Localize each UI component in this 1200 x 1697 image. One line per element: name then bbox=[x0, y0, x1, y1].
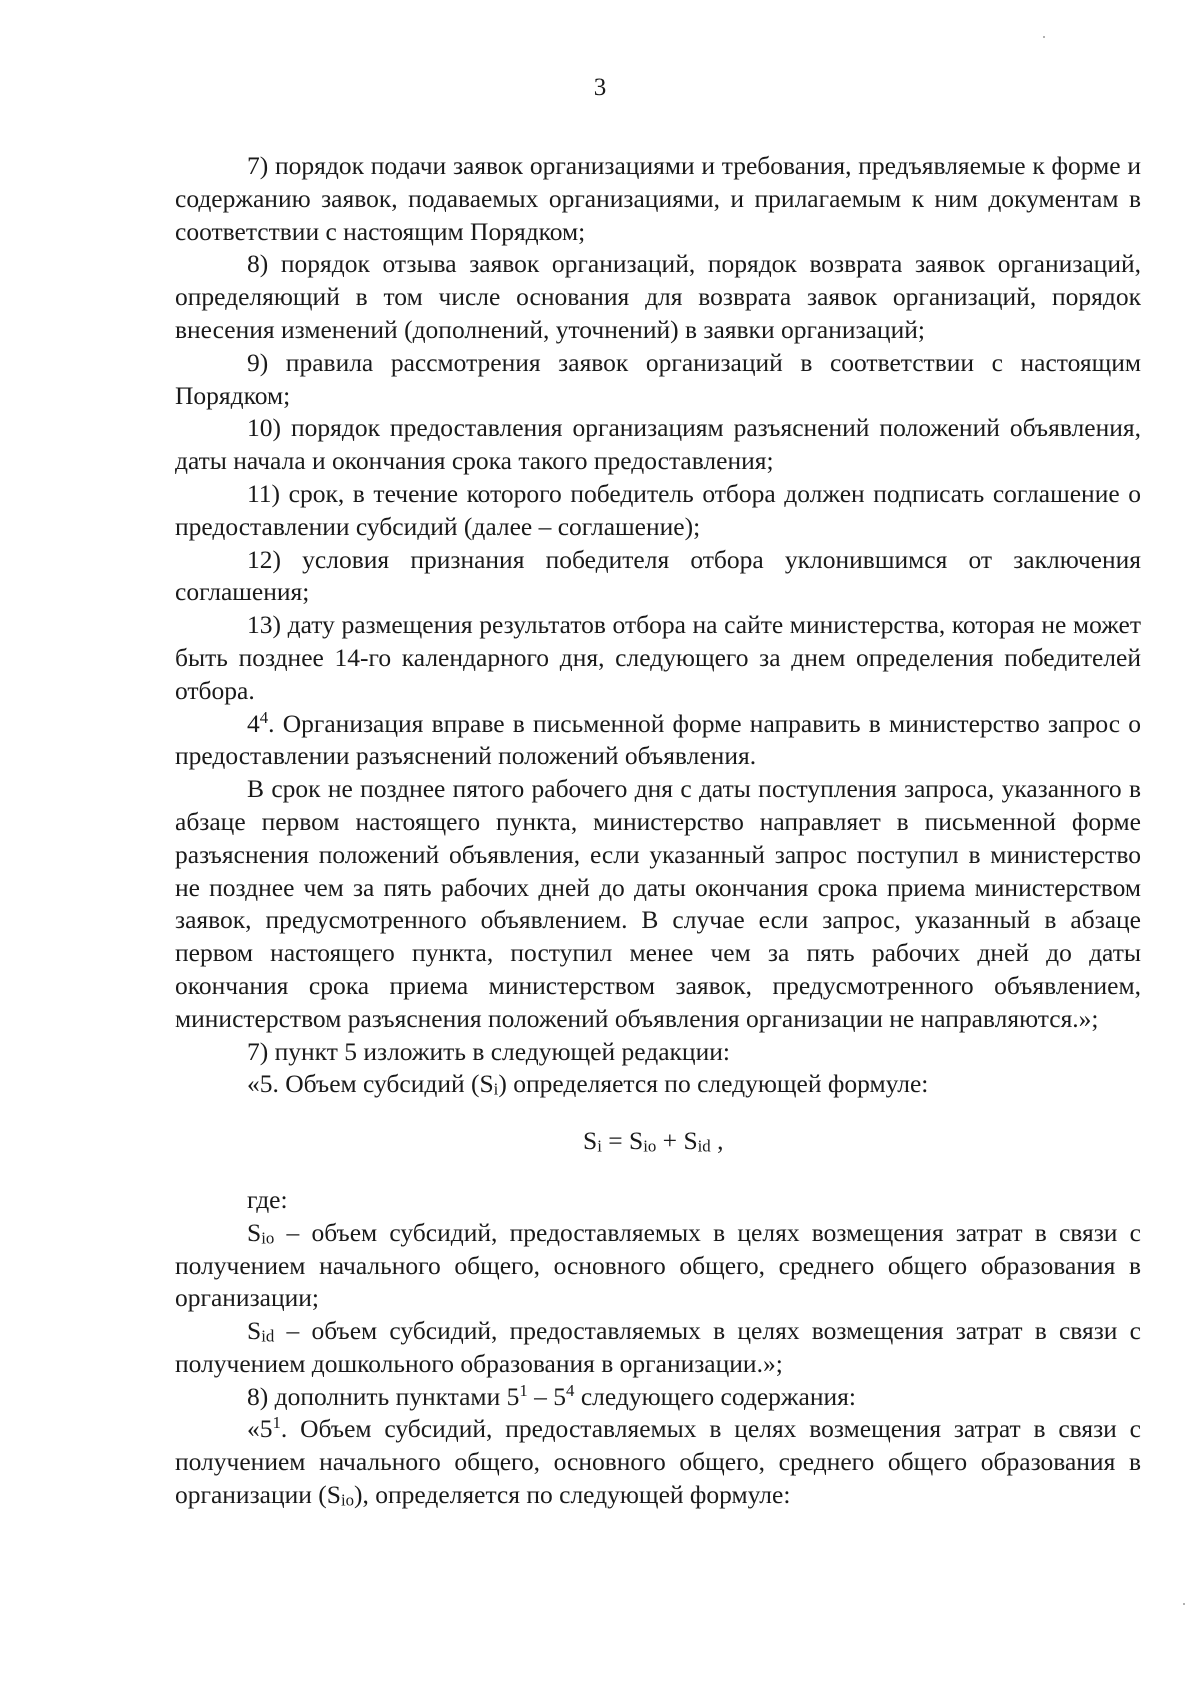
paragraph-item-8: 8) порядок отзыва заявок организаций, порядок возврата заявок организаций, определяющий в том числе основания для возврата заявок организаций, порядок внесения изменений (дополнений, уточнений) в заявки организаций; bbox=[175, 249, 1141, 344]
paragraph-4-4-second: В срок не позднее пятого рабочего дня с даты поступления запроса, указанного в абзаце первом настоящего пункта, министерство направляет в письменной форме разъяснения положений объявления, если указанный запрос поступил в министерство не позднее чем за пять рабочих дней до даты окончания срока приема министерством заявок, предусмотренного объявлением. В случае если запрос, указанный в абзаце первом настоящего пункта, поступил менее чем за пять рабочих дней до даты окончания срока приема министерством заявок, предусмотренного объявлением, министерством разъяснения положений объявления организации не направляются.»; bbox=[175, 774, 1141, 1033]
document-body bbox=[175, 150, 1141, 1512]
paragraph-5-1 bbox=[175, 1413, 1141, 1511]
clause-number: 4 bbox=[247, 708, 260, 738]
superscript: 4 bbox=[566, 1380, 575, 1400]
formula-subscript: i bbox=[597, 1136, 602, 1156]
paragraph-item-7: 7) порядок подачи заявок организациями и требования, предъявляемые к форме и содержанию заявок, подаваемых организациями, и прилагаемым к ним документам в соответствии с настоящим Порядком; bbox=[175, 151, 1141, 246]
formula-equals: = bbox=[601, 1126, 630, 1156]
formula-symbol: S bbox=[583, 1126, 598, 1156]
formula-symbol: S bbox=[683, 1126, 698, 1156]
paragraph-item-10: 10) порядок предоставления организациям разъяснений положений объявления, даты начала и окончания срока такого предоставления; bbox=[175, 413, 1141, 476]
definition-sio bbox=[175, 1217, 1141, 1315]
paragraph-item-9: 9) правила рассмотрения заявок организаций в соответствии с настоящим Порядком; bbox=[175, 347, 1141, 410]
paragraph-amend-7: 7) пункт 5 изложить в следующей редакции: bbox=[247, 1036, 730, 1066]
subscript: io bbox=[261, 1228, 275, 1248]
text-run: – объем субсидий, предоставляемых в целях возмещения затрат в связи с получением дошкольного образования в организации.»; bbox=[175, 1316, 1141, 1378]
text-run: . Объем субсидий, предоставляемых в целях возмещения затрат в связи с получением начального общего, основного общего, среднего общего образования в организации (S bbox=[175, 1414, 1141, 1510]
paragraph-where: где: bbox=[247, 1184, 288, 1214]
scan-speck bbox=[1183, 1603, 1185, 1605]
subscript: io bbox=[340, 1490, 355, 1510]
page-number: 3 bbox=[593, 74, 607, 101]
text-run: – 5 bbox=[527, 1381, 567, 1411]
text-run: – объем субсидий, предоставляемых в целях возмещения затрат в связи с получением начального общего, основного общего, среднего общего образования в организации; bbox=[175, 1217, 1141, 1313]
clause-text: . Организация вправе в письменной форме направить в министерство запрос о предоставлении разъяснений положений объявления. bbox=[175, 708, 1141, 771]
text-run: «5 bbox=[247, 1414, 273, 1444]
formula-subscript: io bbox=[643, 1136, 657, 1156]
paragraph-item-11: 11) срок, в течение которого победитель отбора должен подписать соглашение о предоставлении субсидий (далее – соглашение); bbox=[175, 478, 1141, 541]
formula-tail: , bbox=[710, 1126, 724, 1156]
paragraph-item-12: 12) условия признания победителя отбора уклонившимся от заключения соглашения; bbox=[175, 544, 1141, 607]
text-run: ) определяется по следующей формуле: bbox=[498, 1069, 929, 1099]
subscript: id bbox=[261, 1326, 275, 1346]
text-run: 8) дополнить пунктами 5 bbox=[247, 1381, 520, 1411]
scan-speck bbox=[1043, 36, 1045, 38]
formula-si bbox=[175, 1125, 1141, 1158]
symbol: S bbox=[247, 1316, 262, 1346]
text-run: «5. Объем субсидий (S bbox=[247, 1069, 494, 1099]
paragraph-5 bbox=[175, 1068, 1141, 1101]
paragraph-item-13: 13) дату размещения результатов отбора на сайте министерства, которая не может быть позднее 14-го календарного дня, следующего за днем определения победителей отбора. bbox=[175, 610, 1141, 705]
paragraph-amend-8 bbox=[175, 1381, 1141, 1414]
text-run: ), определяется по следующей формуле: bbox=[354, 1480, 791, 1510]
text-run: следующего содержания: bbox=[574, 1381, 856, 1411]
formula-plus: + bbox=[656, 1126, 684, 1156]
superscript: 1 bbox=[519, 1380, 528, 1400]
symbol: S bbox=[247, 1217, 262, 1247]
paragraph-4-4 bbox=[175, 708, 1141, 774]
definition-sid bbox=[175, 1315, 1141, 1381]
subscript: i bbox=[493, 1079, 499, 1099]
superscript: 1 bbox=[272, 1413, 281, 1433]
formula-symbol: S bbox=[629, 1126, 644, 1156]
clause-superscript: 4 bbox=[259, 707, 269, 727]
formula-subscript: id bbox=[697, 1136, 711, 1156]
